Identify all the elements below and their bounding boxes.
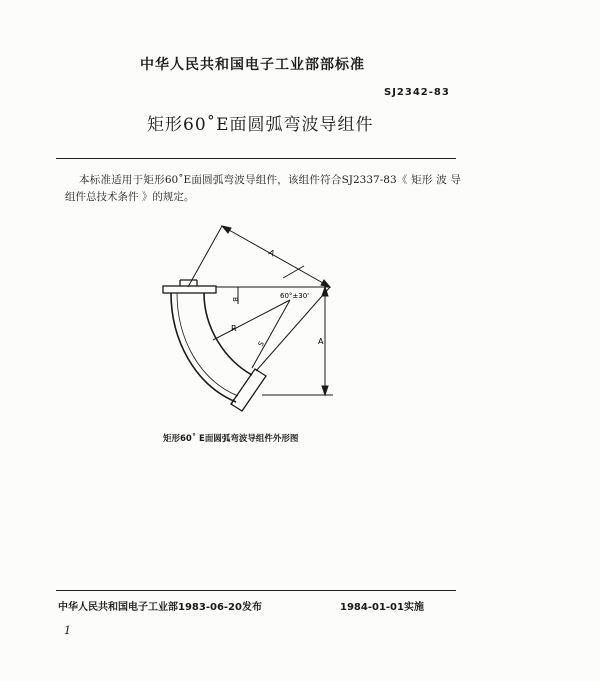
dimension-label-A-vertical: A bbox=[318, 337, 324, 346]
bottom-flange bbox=[231, 369, 266, 411]
arrowhead bbox=[322, 386, 328, 395]
page-number: 1 bbox=[64, 624, 71, 637]
figure-caption: 矩形60˚ E面圆弧弯波导组件外形图 bbox=[163, 434, 299, 444]
arrowhead bbox=[222, 226, 231, 233]
issue-date: 中华人民共和国电子工业部1983-06-20发布 bbox=[58, 602, 262, 613]
top-divider bbox=[56, 158, 456, 159]
dimension-label-R: R bbox=[231, 324, 237, 333]
dimension-label-S: S bbox=[256, 340, 266, 348]
arrowhead bbox=[322, 287, 328, 296]
bend-wall-hatch bbox=[177, 293, 238, 396]
arrowhead bbox=[321, 280, 330, 287]
bend-inner-wall bbox=[204, 293, 252, 375]
waveguide-bend-drawing bbox=[150, 215, 340, 427]
document-title: 矩形60˚E面圆弧弯波导组件 bbox=[147, 115, 374, 135]
dimension-label-A-diagonal: A bbox=[267, 247, 277, 259]
extension-line-left bbox=[188, 226, 222, 287]
dimension-line-A-diagonal bbox=[222, 226, 330, 287]
effective-date: 1984-01-01实施 bbox=[340, 602, 424, 613]
extension-line-right bbox=[283, 266, 304, 278]
dimension-label-B: B bbox=[231, 297, 239, 302]
scope-paragraph: 本标准适用于矩形60˚E面圆弧弯波导组件，该组件符合SJ2337-83《 矩形 波 导 组件总技术条件 》的规定。 bbox=[65, 174, 461, 203]
issuing-organization: 中华人民共和国电子工业部部标准 bbox=[140, 57, 365, 73]
bend-outer-wall bbox=[171, 293, 236, 402]
top-flange bbox=[163, 286, 216, 293]
angle-label: 60°±30' bbox=[280, 292, 310, 300]
standard-code: SJ2342-83 bbox=[384, 87, 450, 98]
bottom-divider bbox=[56, 590, 456, 591]
